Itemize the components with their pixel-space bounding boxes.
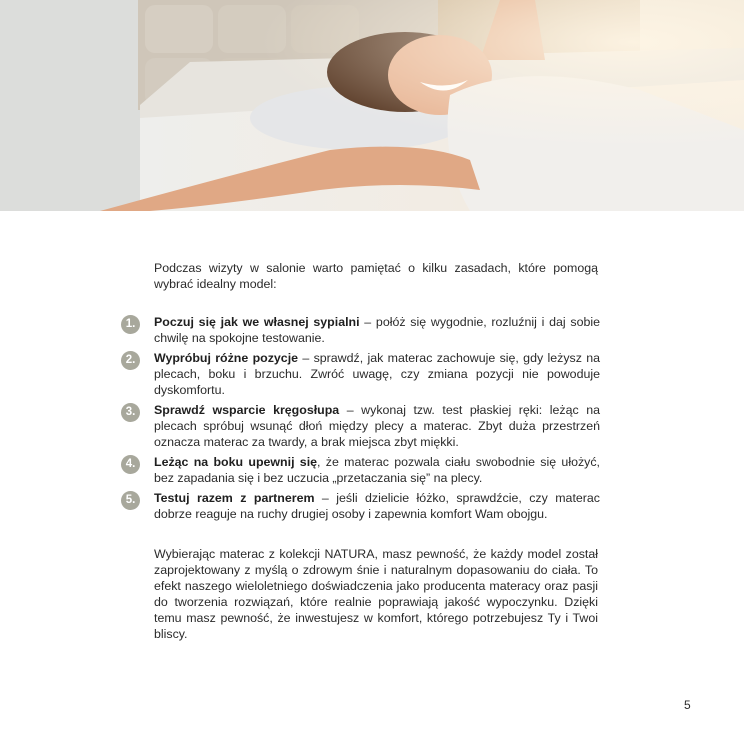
- tip-item: [120, 490, 600, 522]
- number-badge: 4.: [121, 455, 140, 474]
- number-badge: 1.: [121, 315, 140, 334]
- tip-text: – połóż się wygodnie, rozluźnij i daj sobie chwilę na spokojne testowanie.: [154, 315, 601, 345]
- number-badge: 5.: [121, 491, 140, 510]
- tip-heading: Wypróbuj różne pozycje: [154, 351, 299, 365]
- number-badge: 2.: [121, 351, 140, 370]
- tip-text: – sprawdź, jak materac zachowuje się, gdy leżysz na plecach, boku i brzuchu. Zwróć uwagę, czy zmiana pozycji nie powoduje dyskomfortu.: [154, 351, 601, 397]
- woman-on-bed-illustration: [0, 0, 744, 211]
- tip-text: , że materac pozwala ciału swobodnie się ułożyć, bez zapadania się i bez uczucia „przetaczania się” na plecy.: [154, 455, 600, 485]
- tips-list: [120, 314, 600, 522]
- tip-heading: Poczuj się jak we własnej sypialni: [154, 315, 360, 329]
- tip-heading: Testuj razem z partnerem: [154, 491, 315, 505]
- hero-photo: [0, 0, 744, 211]
- tip-item: [120, 314, 600, 346]
- intro-paragraph: Podczas wizyty w salonie warto pamiętać o kilku zasadach, które pomogą wybrać idealny model:: [154, 261, 598, 291]
- tip-item: [120, 350, 600, 398]
- page-number: 5: [684, 698, 691, 712]
- closing-paragraph: Wybierając materac z kolekcji NATURA, masz pewność, że każdy model został zaprojektowany z myślą o zdrowym śnie i naturalnym dopasowaniu do ciała. To efekt naszego wieloletniego doświadczenia jako producenta materacy oraz pasji do tworzenia rozwiązań, które realnie poprawiają jakość wypoczynku. Dzięki temu masz pewność, że inwestujesz w komfort, którego potrzebujesz Ty i Twoi bliscy.: [154, 547, 598, 641]
- tip-text: – jeśli dzielicie łóżko, sprawdźcie, czy materac dobrze reaguje na ruchy drugiej osoby i zapewnia komfort Wam obojgu.: [154, 491, 600, 521]
- tip-heading: Leżąc na boku upewnij się: [154, 455, 318, 469]
- tip-text: – wykonaj tzw. test płaskiej ręki: leżąc na plecach spróbuj wsunąć dłoń między plecy a materac. Zbyt duża przestrzeń oznacza materac za twardy, a brak miejsca zbyt miękki.: [154, 403, 600, 449]
- tip-item: [120, 454, 600, 486]
- number-badge: 3.: [121, 403, 140, 422]
- tip-item: [120, 402, 600, 450]
- tip-heading: Sprawdź wsparcie kręgosłupa: [154, 403, 340, 417]
